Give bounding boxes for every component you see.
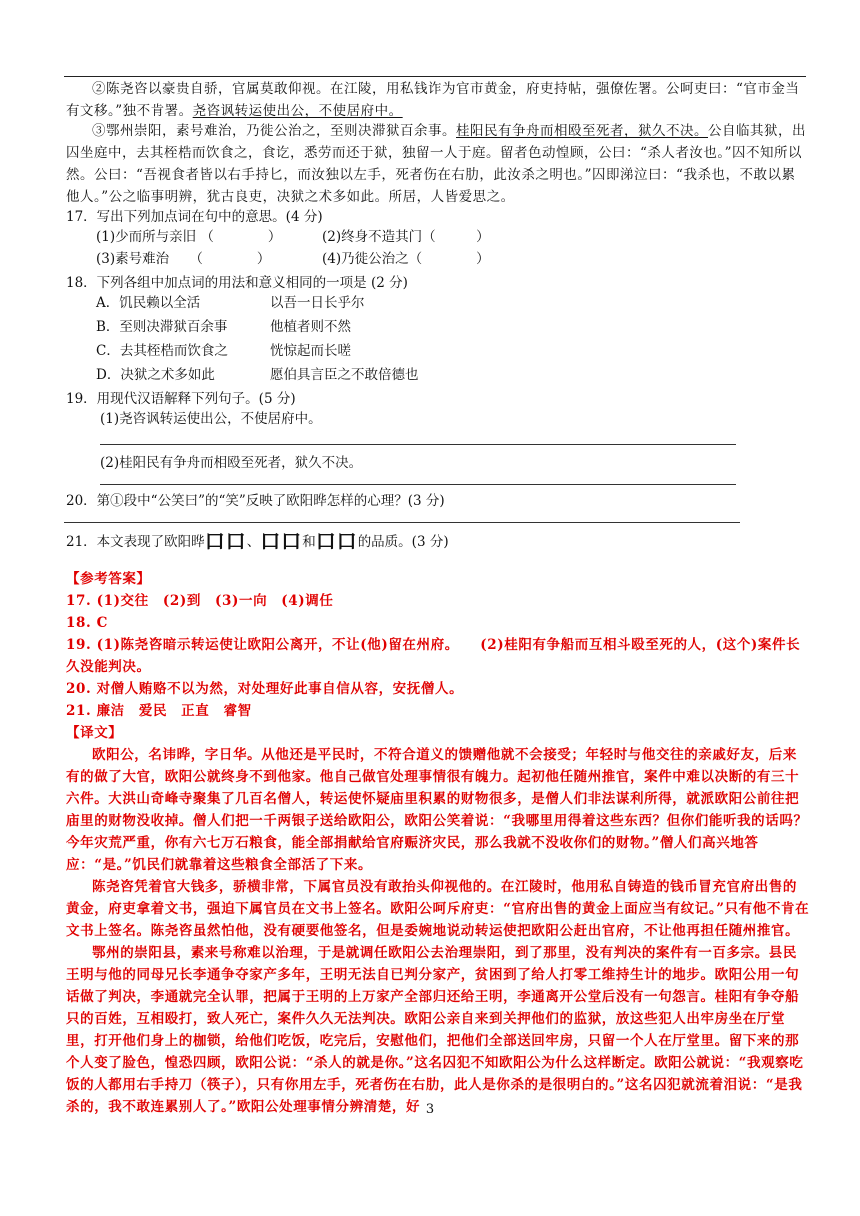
- para2-underlined: 尧咨讽转运使出公，不使居府中。: [192, 103, 403, 119]
- para3-underlined: 桂阳民有争舟而相殴至死者，狱久不决。: [456, 123, 708, 139]
- answers-header: 【参考答案】: [66, 571, 151, 587]
- q18-option-b-left: B．至则决滞狱百余事: [96, 319, 228, 335]
- passage-paragraph-2: [66, 78, 808, 122]
- q20-answer-line[interactable]: [64, 522, 740, 523]
- translation-header: 【译文】: [66, 725, 123, 741]
- q17-item-3: (3)素号难治 （ ）: [96, 251, 271, 267]
- q18-option-b-right: 他植者则不然: [270, 319, 351, 335]
- q21-sep-2: 和: [302, 534, 316, 550]
- q21-blank-3[interactable]: 口口: [315, 529, 358, 553]
- q19-sentence-2: (2)桂阳民有争舟而相殴至死者，狱久不决。: [100, 455, 363, 471]
- answer-20: 20. 对僧人贿赂不以为然，对处理好此事自信从容，安抚僧人。: [66, 681, 464, 697]
- question-19: 19．用现代汉语解释下列句子。(5 分): [66, 391, 296, 407]
- question-21: [66, 530, 449, 553]
- q17-item-4: (4)乃徙公治之（ ）: [322, 251, 490, 267]
- q21-sep-1: 、: [246, 534, 261, 550]
- q18-option-d-left: D．决狱之术多如此: [96, 367, 215, 383]
- page-number: 3: [425, 1102, 435, 1117]
- question-17: 17．写出下列加点词在句中的意思。(4 分): [66, 209, 323, 225]
- para3-text-a: ③鄂州崇阳，素号难治，乃徙公治之，至则决滞狱百余事。: [92, 123, 456, 139]
- q18-option-a-right: 以吾一日长乎尔: [270, 295, 365, 311]
- q21-blank-2[interactable]: 口口: [260, 529, 303, 553]
- answer-18: 18. C: [66, 615, 108, 631]
- translation-paragraph-2: 陈尧咨凭着官大钱多，骄横非常，下属官员没有敢抬头仰视他的。在江陵时，他用私自铸造的钱币冒充官府出售的黄金，府吏拿着文书，强迫下属官员在文书上签名。欧阳公呵斥府吏：“官府出售的黄金上面应当有纹记。”只有他不肯在文书上签名。陈尧咨虽然怕他，没有硬要他签名，但是委婉地说动转运使把欧阳公赶出官府，不让他再担任随州推官。: [66, 879, 810, 939]
- q19-answer-line-2[interactable]: [100, 484, 736, 485]
- q19-answer-line-1[interactable]: [100, 444, 736, 445]
- question-18: 18．下列各组中加点词的用法和意义相同的一项是 (2 分): [66, 275, 408, 291]
- q18-option-c-right: 恍惊起而长嗟: [270, 343, 351, 359]
- answer-21: 21. 廉洁 爱民 正直 睿智: [66, 703, 252, 719]
- para3-text-b: 公自临其狱，出囚坐庭中，去其桎梏而饮食之，食讫，悉劳而还于狱，独留一人于庭。留者色动惶顾，公曰：“杀人者汝也。”囚不知所以然。公曰：“吾视食者皆以右手持匕，而汝独以左手，死者伤在右肋，此汝杀之明也。”囚即涕泣曰：“我杀也，不敢以累他人。”公之临事明辨，犹古良吏，决狱之术多如此。所居，人皆爱思之。: [66, 123, 806, 205]
- q18-option-d-right: 愿伯具言臣之不敢倍德也: [270, 367, 419, 383]
- q21-text-b: 的品质。(3 分): [357, 534, 449, 550]
- translation-paragraph-3: 鄂州的崇阳县，素来号称难以治理，于是就调任欧阳公去治理崇阳，到了那里，没有判决的案件有一百多宗。县民王明与他的同母兄长李通争夺家产多年，王明无法自已判分家产，贫困到了给人打零工维持生计的地步。欧阳公用一句话做了判决，李通就完全认罪，把属于王明的上万家产全部归还给王明，李通离开公堂后没有一句怨言。桂阳有争夺船只的百姓，互相殴打，致人死亡，案件久久无法判决。欧阳公亲自来到关押他们的监狱，放这些犯人出牢房坐在厅堂里，打开他们身上的枷锁，给他们吃饭，吃完后，安慰他们，把他们全部送回牢房，只留一个人在厅堂里。留下来的那个人变了脸色，惶恐四顾，欧阳公说：“杀人的就是你。”这名囚犯不知欧阳公为什么这样断定。欧阳公就说：“我观察吃饭的人都用右手持刀（筷子），只有你用左手，死者伤在右肋，此人是你杀的是很明白的。”这名囚犯就流着泪说：“是我杀的，我不敢连累别人了。”欧阳公处理事情分辨清楚，好: [66, 945, 804, 1115]
- passage-paragraph-3: [66, 120, 808, 208]
- answer-19: 19. (1)陈尧咨暗示转运使让欧阳公离开，不让(他)留在州府。 (2)桂阳有争船而互相斗殴至死的人，(这个)案件长久没能判决。: [66, 637, 801, 675]
- translation-paragraph-1: 欧阳公，名讳晔，字日华。从他还是平民时，不符合道义的馈赠他就不会接受；年轻时与他交往的亲戚好友，后来有的做了大官，欧阳公就终身不到他家。他自己做官处理事情很有魄力。起初他任随州推官，案件中难以决断的有三十六件。大洪山奇峰寺聚集了几百名僧人，转运使怀疑庙里积累的财物很多，是僧人们非法谋利所得，就派欧阳公前往把庙里的财物没收掉。僧人们把一千两银子送给欧阳公，欧阳公笑着说：“我哪里用得着这些东西？但你们能听我的话吗？今年灾荒严重，你有六七万石粮食，能全部捐献给官府赈济灾民，那么我就不没收你们的财物。”僧人们高兴地答应：“是。”饥民们就靠着这些粮食全部活了下来。: [66, 747, 808, 873]
- q18-option-c-left: C．去其桎梏而饮食之: [96, 343, 228, 359]
- q21-text-a: 21．本文表现了欧阳晔: [66, 534, 205, 550]
- top-rule: [64, 76, 806, 77]
- q17-item-2: (2)终身不造其门（ ）: [322, 229, 490, 245]
- q21-blank-1[interactable]: 口口: [204, 529, 247, 553]
- q19-sentence-1: (1)尧咨讽转运使出公，不使居府中。: [100, 411, 322, 427]
- para2-text: ②陈尧咨以豪贵自骄，官属莫敢仰视。在江陵，用私钱诈为官市黄金，府吏持帖，强僚佐署。公呵吏曰：“官市金当有文移。”独不肯署。: [66, 81, 800, 119]
- q17-item-1: (1)少而所与亲旧 （ ）: [96, 229, 282, 245]
- answer-17: 17. (1)交往 (2)到 (3)一向 (4)调任: [66, 593, 334, 609]
- q18-option-a-left: A．饥民赖以全活: [96, 295, 201, 311]
- question-20: 20．第①段中“公笑曰”的“笑”反映了欧阳晔怎样的心理？(3 分): [66, 493, 445, 509]
